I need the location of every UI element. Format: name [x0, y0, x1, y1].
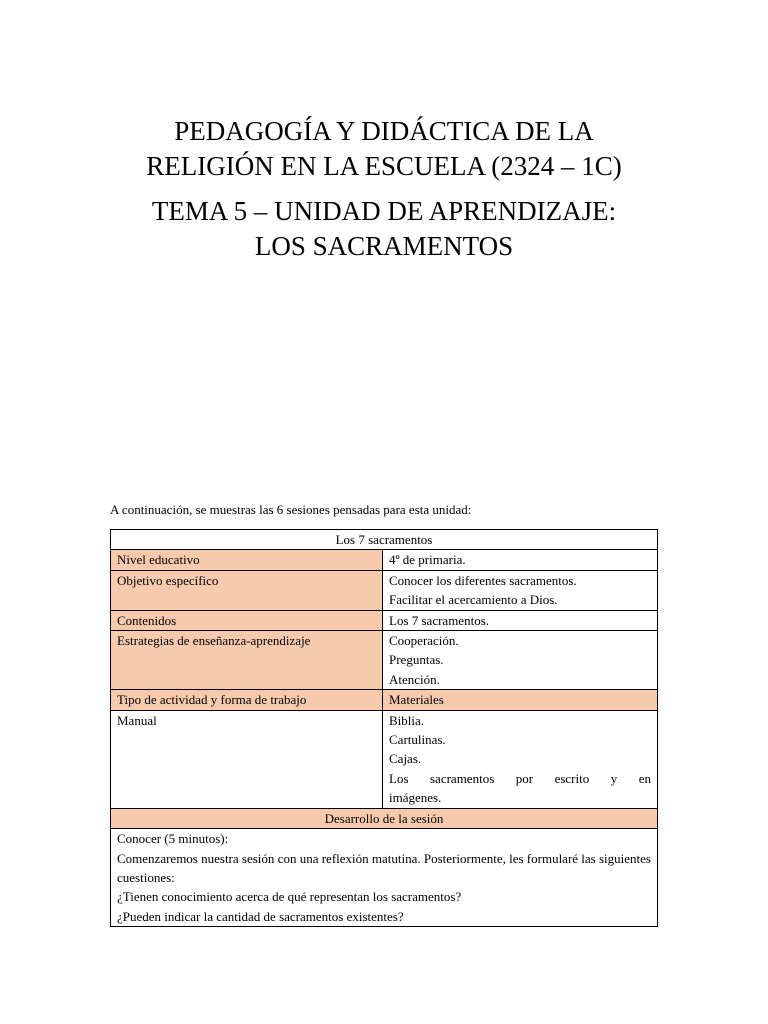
- objetivo-values: [383, 570, 658, 610]
- document-title: [80, 114, 688, 264]
- tipo-label: Tipo de actividad y forma de trabajo: [111, 690, 383, 710]
- nivel-label: Nivel educativo: [111, 550, 383, 570]
- estrategia-item: Preguntas.: [389, 652, 444, 668]
- table-heading: Los 7 sacramentos: [111, 530, 658, 550]
- contenidos-label: Contenidos: [111, 610, 383, 630]
- intro-paragraph: A continuación, se muestras las 6 sesiones pensadas para esta unidad:: [110, 502, 472, 517]
- desarrollo-paragraph: Comenzaremos nuestra sesión con una reflexión matutina. Posteriormente, les formularé las siguientes cuestiones:: [117, 850, 651, 885]
- estrategias-label: Estrategias de enseñanza-aprendizaje: [111, 631, 383, 690]
- tipo-value: Manual: [111, 710, 383, 808]
- desarrollo-content: [111, 829, 658, 927]
- desarrollo-question: ¿Pueden indicar la cantidad de sacramentos existentes?: [117, 908, 404, 924]
- desarrollo-question: ¿Tienen conocimiento acerca de qué representan los sacramentos?: [117, 889, 462, 905]
- title-line-3: TEMA 5 – UNIDAD DE APRENDIZAJE:: [151, 196, 617, 226]
- estrategia-item: Atención.: [389, 671, 440, 687]
- nivel-value: 4º de primaria.: [383, 550, 658, 570]
- estrategia-item: Cooperación.: [389, 633, 459, 649]
- material-item: Biblia.: [389, 712, 425, 728]
- title-line-2: RELIGIÓN EN LA ESCUELA (2324 – 1C): [146, 151, 622, 181]
- materiales-values: [383, 710, 658, 808]
- title-line-1: PEDAGOGÍA Y DIDÁCTICA DE LA: [174, 116, 594, 146]
- title-line-4: LOS SACRAMENTOS: [254, 231, 514, 261]
- material-item: Cartulinas.: [389, 732, 446, 748]
- material-item: imágenes.: [389, 790, 442, 806]
- materiales-label: Materiales: [383, 690, 658, 710]
- unit-table: [110, 529, 658, 927]
- objetivo-item: Conocer los diferentes sacramentos.: [389, 572, 577, 588]
- estrategias-values: [383, 631, 658, 690]
- material-item: Cajas.: [389, 751, 422, 767]
- material-item: Los sacramentos por escrito y en: [389, 770, 651, 786]
- desarrollo-subheading: Conocer (5 minutos):: [117, 831, 229, 847]
- desarrollo-heading: Desarrollo de la sesión: [111, 808, 658, 828]
- objetivo-label: Objetivo específico: [111, 570, 383, 610]
- contenidos-value: Los 7 sacramentos.: [383, 610, 658, 630]
- objetivo-item: Facilitar el acercamiento a Dios.: [389, 592, 558, 608]
